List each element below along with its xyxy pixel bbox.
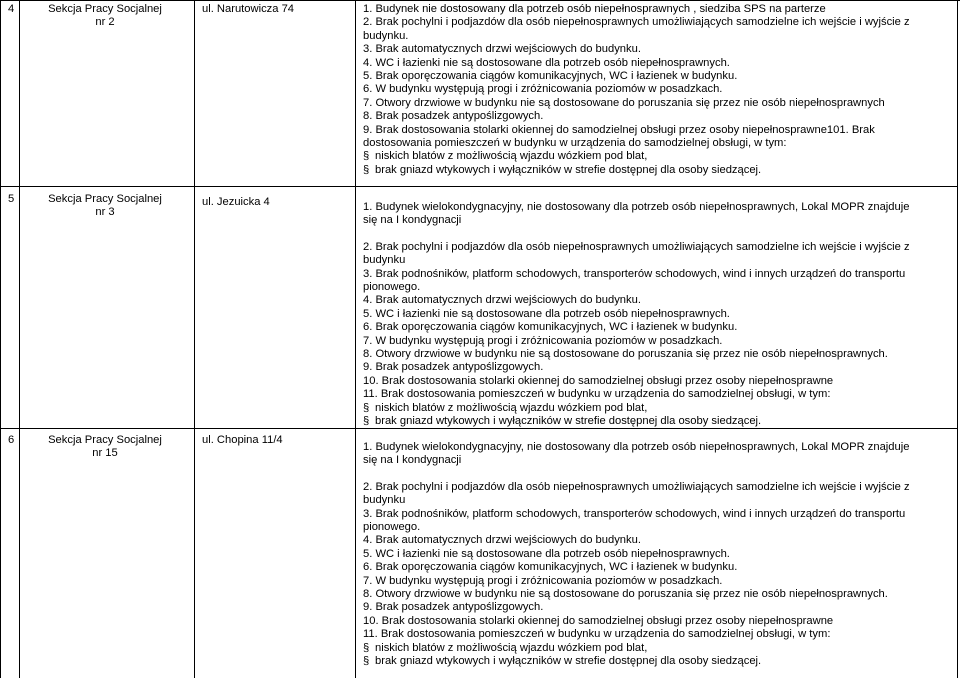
bullet-item — [363, 415, 953, 428]
list-item: dostosowania pomieszczeń w budynku w urządzenia do samodzielnej obsługi, w tym: — [363, 137, 787, 150]
row-number: 5 — [8, 193, 15, 205]
list-item: 3. Brak podnośników, platform schodowych, transporterów schodowych, wind i innych urządzeń do transportu — [363, 507, 906, 520]
barrier-list — [363, 3, 953, 177]
list-item: 5. WC i łazienki nie są dostosowane dla potrzeb osób niepełnosprawnych. — [363, 307, 730, 320]
unit-line: Sekcja Pracy Socjalnej — [48, 193, 162, 205]
list-item: 8. Otwory drzwiowe w budynku nie są dostosowane do poruszania się przez nie osób niepełnosprawnych. — [363, 588, 888, 601]
unit-line: nr 3 — [95, 206, 115, 219]
list-item: 7. W budynku występują progi i zróżnicowania poziomów w posadzkach. — [363, 334, 723, 347]
bullet-icon: § — [363, 415, 370, 428]
list-item: 5. Brak oporęczowania ciągów komunikacyjnych, WC i łazienek w budynku. — [363, 70, 738, 83]
list-item: 7. Otwory drzwiowe w budynku nie są dostosowane do poruszania się przez nie osób niepełnosprawnych — [363, 96, 885, 109]
bullet-item — [363, 655, 953, 668]
spacer — [363, 468, 953, 481]
list-item: pionowego. — [363, 521, 421, 534]
bullet-icon: § — [363, 150, 370, 163]
barrier-list — [363, 201, 953, 429]
unit-name — [25, 3, 185, 30]
list-item: 8. Brak posadzek antypoślizgowych. — [363, 110, 544, 123]
row-divider — [0, 186, 958, 187]
list-item: 7. W budynku występują progi i zróżnicowania poziomów w posadzkach. — [363, 574, 723, 587]
bullet-text: brak gniazd wtykowych i wyłączników w strefie dostępnej dla osoby siedzącej. — [375, 415, 762, 428]
list-item: 11. Brak dostosowania pomieszczeń w budynku w urządzenia do samodzielnej obsługi, w tym: — [363, 628, 831, 641]
list-item: 10. Brak dostosowania stolarki okiennej do samodzielnej obsługi przez osoby niepełnosprawne — [363, 374, 834, 387]
bullet-icon: § — [363, 655, 370, 668]
barrier-list — [363, 441, 953, 669]
list-item: 1. Budynek nie dostosowany dla potrzeb osób niepełnosprawnych , siedziba SPS na parterze — [363, 3, 826, 15]
list-item: pionowego. — [363, 281, 421, 294]
column-divider — [194, 0, 195, 678]
bullet-text: niskich blatów z możliwością wjazdu wózkiem pod blat, — [375, 641, 648, 654]
address: ul. Narutowicza 74 — [202, 3, 295, 15]
bullet-text: brak gniazd wtykowych i wyłączników w strefie dostępnej dla osoby siedzącej. — [375, 163, 762, 176]
column-divider — [355, 0, 356, 678]
unit-line: Sekcja Pracy Socjalnej — [48, 3, 162, 15]
list-item: budynku — [363, 254, 406, 267]
spacer — [363, 228, 953, 241]
list-item: 5. WC i łazienki nie są dostosowane dla potrzeb osób niepełnosprawnych. — [363, 547, 730, 560]
list-item: 9. Brak posadzek antypoślizgowych. — [363, 361, 544, 374]
unit-line: Sekcja Pracy Socjalnej — [48, 434, 162, 446]
unit-line: nr 2 — [95, 16, 115, 29]
row-number: 4 — [8, 3, 15, 15]
list-item: 4. Brak automatycznych drzwi wejściowych do budynku. — [363, 294, 641, 307]
list-item: 6. W budynku występują progi i zróżnicowania poziomów w posadzkach. — [363, 83, 723, 96]
list-item: budynku — [363, 494, 406, 507]
bullet-icon: § — [363, 163, 370, 176]
unit-name — [25, 434, 185, 461]
bullet-item — [363, 150, 953, 163]
list-item: 4. Brak automatycznych drzwi wejściowych do budynku. — [363, 534, 641, 547]
bullet-item — [363, 402, 953, 415]
column-divider — [19, 0, 20, 678]
bullet-icon: § — [363, 641, 370, 654]
bullet-text: niskich blatów z możliwością wjazdu wózkiem pod blat, — [375, 150, 648, 163]
list-item: 1. Budynek wielokondygnacyjny, nie dostosowany dla potrzeb osób niepełnosprawnych, Lokal MOPR znajduje — [363, 201, 910, 213]
list-item: 2. Brak pochylni i podjazdów dla osób niepełnosprawnych umożliwiających samodzielne ich wejście i wyjście z — [363, 16, 910, 29]
bullet-item — [363, 164, 953, 177]
bullet-text: brak gniazd wtykowych i wyłączników w strefie dostępnej dla osoby siedzącej. — [375, 655, 762, 668]
list-item: 4. WC i łazienki nie są dostosowane dla potrzeb osób niepełnosprawnych. — [363, 56, 730, 69]
list-item: się na I kondygnacji — [363, 214, 462, 227]
list-item: 10. Brak dostosowania stolarki okiennej do samodzielnej obsługi przez osoby niepełnosprawne — [363, 614, 834, 627]
list-item: 3. Brak automatycznych drzwi wejściowych do budynku. — [363, 43, 641, 56]
list-item: 11. Brak dostosowania pomieszczeń w budynku w urządzenia do samodzielnej obsługi, w tym: — [363, 388, 831, 401]
list-item: 9. Brak dostosowania stolarki okiennej do samodzielnej obsługi przez osoby niepełnosprawne101. Brak — [363, 123, 875, 136]
list-item: 3. Brak podnośników, platform schodowych, transporterów schodowych, wind i innych urządzeń do transportu — [363, 267, 906, 280]
list-item: się na I kondygnacji — [363, 454, 462, 467]
list-item: 1. Budynek wielokondygnacyjny, nie dostosowany dla potrzeb osób niepełnosprawnych, Lokal MOPR znajduje — [363, 441, 910, 453]
list-item: 2. Brak pochylni i podjazdów dla osób niepełnosprawnych umożliwiających samodzielne ich wejście i wyjście z — [363, 480, 910, 493]
bullet-icon: § — [363, 401, 370, 414]
table-border-left — [0, 0, 1, 678]
table-border-top — [0, 0, 960, 1]
list-item: 9. Brak posadzek antypoślizgowych. — [363, 601, 544, 614]
unit-line: nr 15 — [92, 447, 118, 460]
bullet-text: niskich blatów z możliwością wjazdu wózkiem pod blat, — [375, 401, 648, 414]
list-item: 2. Brak pochylni i podjazdów dla osób niepełnosprawnych umożliwiających samodzielne ich wejście i wyjście z — [363, 240, 910, 253]
bullet-item — [363, 642, 953, 655]
table-border-right — [957, 0, 958, 678]
list-item: 8. Otwory drzwiowe w budynku nie są dostosowane do poruszania się przez nie osób niepełnosprawnych. — [363, 348, 888, 361]
list-item: 6. Brak oporęczowania ciągów komunikacyjnych, WC i łazienek w budynku. — [363, 561, 738, 574]
row-number: 6 — [8, 434, 15, 446]
list-item: 6. Brak oporęczowania ciągów komunikacyjnych, WC i łazienek w budynku. — [363, 321, 738, 334]
address: ul. Jezuicka 4 — [202, 196, 270, 208]
address: ul. Chopina 11/4 — [202, 434, 283, 446]
list-item: budynku. — [363, 29, 409, 42]
unit-name — [25, 193, 185, 220]
